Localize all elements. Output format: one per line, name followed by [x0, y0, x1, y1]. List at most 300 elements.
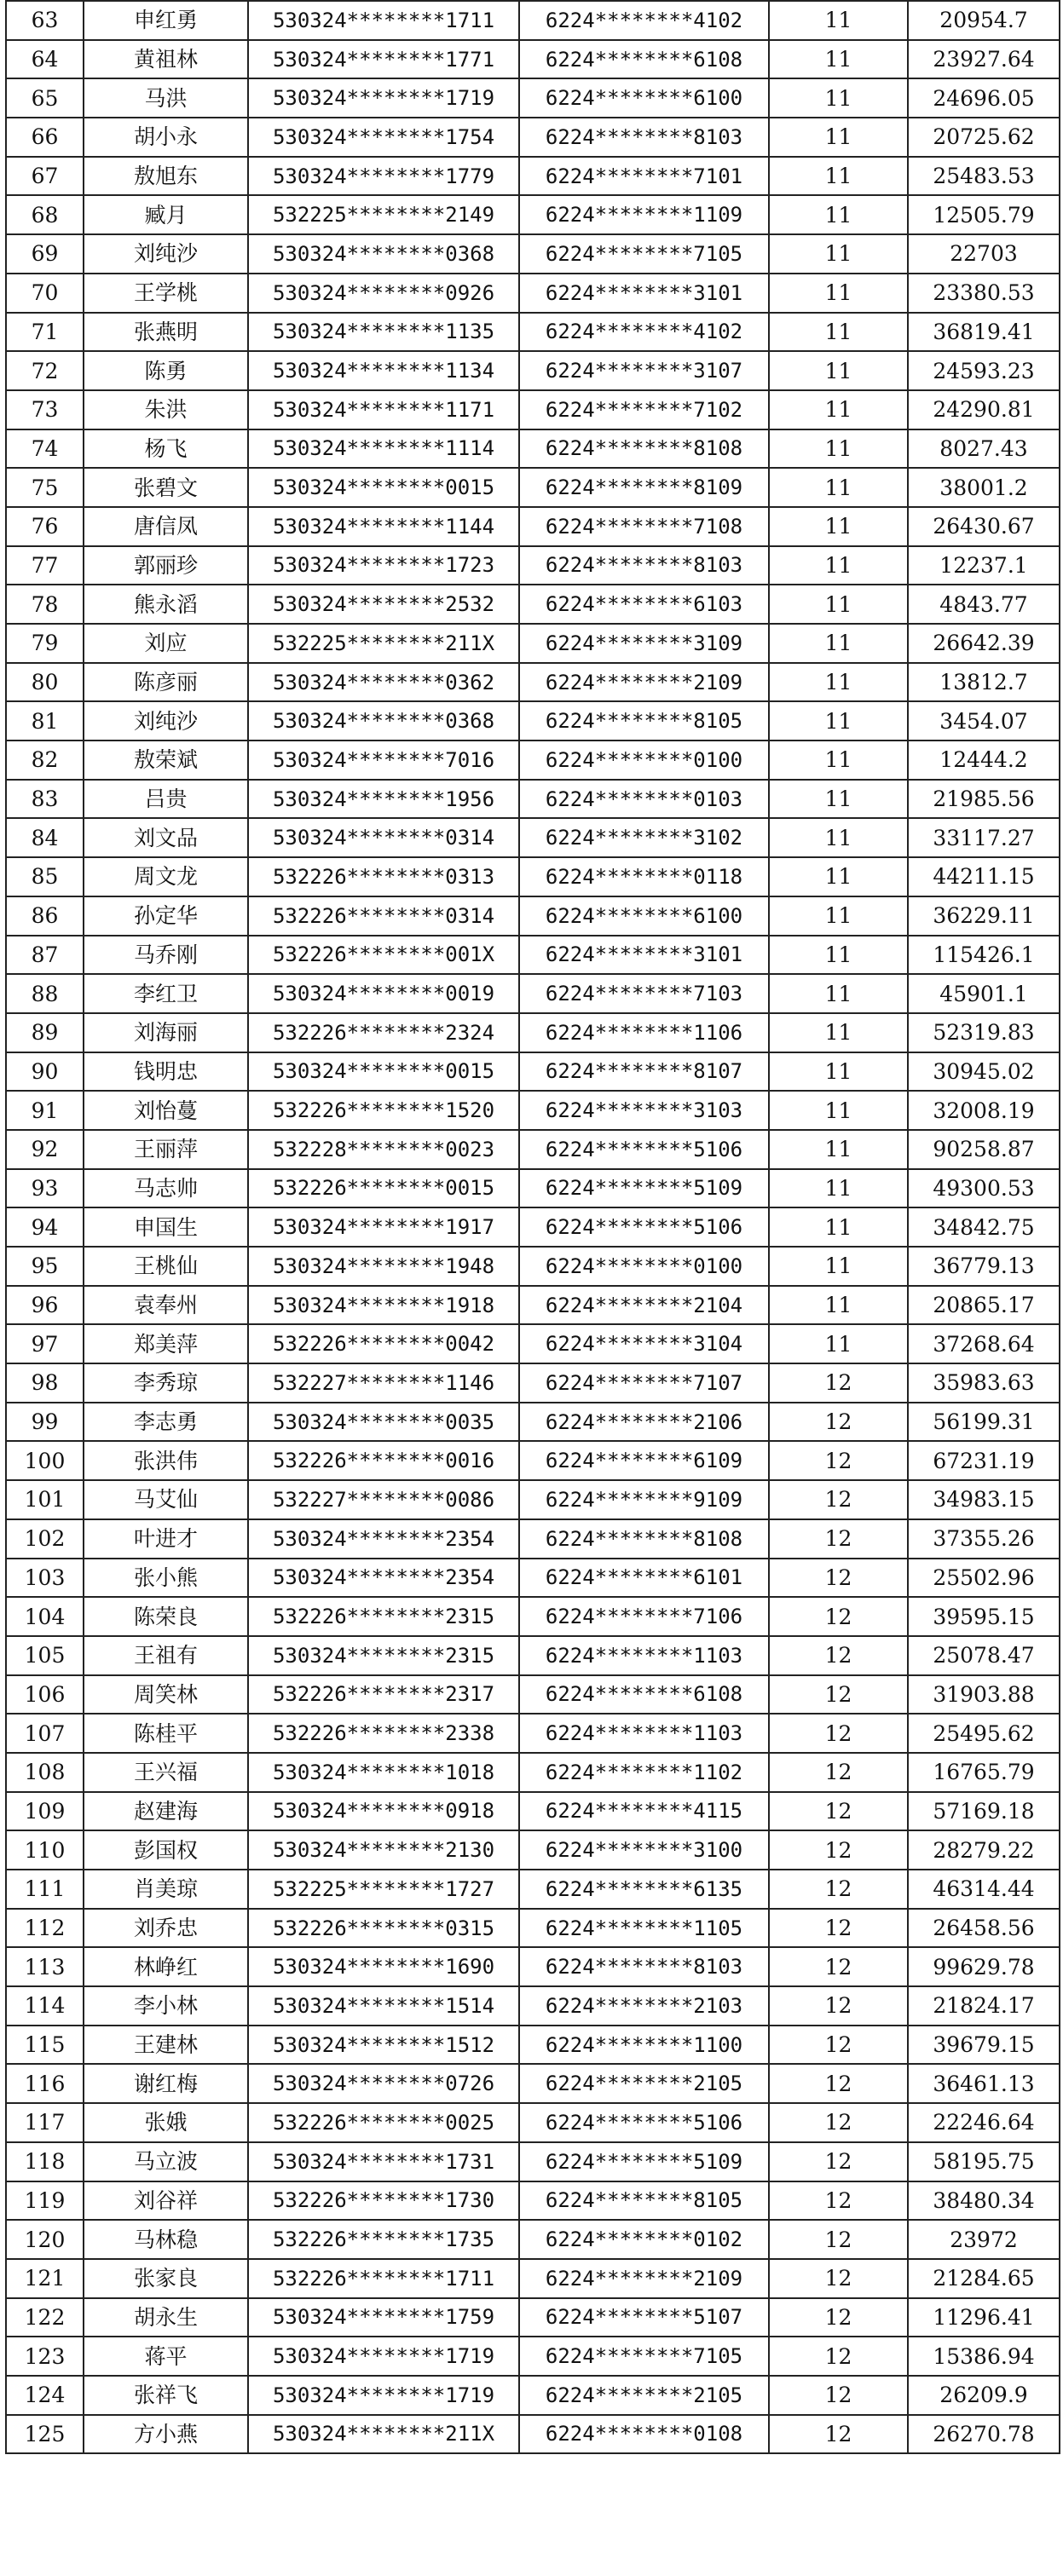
- amount-value: 21284.65: [908, 2259, 1060, 2298]
- table-row: [6, 157, 1060, 196]
- card-number: 6224********0103: [519, 780, 769, 819]
- card-number: 6224********8105: [519, 2181, 769, 2221]
- card-number: 6224********8103: [519, 546, 769, 585]
- card-number: 6224********3104: [519, 1324, 769, 1363]
- id-number: 530324********0726: [248, 2064, 519, 2103]
- amount-value: 38480.34: [908, 2181, 1060, 2221]
- person-name: 陈桂平: [84, 1714, 248, 1753]
- amount-value: 3454.07: [908, 701, 1060, 741]
- id-number: 532226********1735: [248, 2220, 519, 2259]
- id-number: 532227********1146: [248, 1363, 519, 1403]
- id-number: 530324********2315: [248, 1636, 519, 1675]
- card-number: 6224********7108: [519, 507, 769, 546]
- table-row: [6, 274, 1060, 313]
- amount-value: 37268.64: [908, 1324, 1060, 1363]
- month-value: 11: [769, 896, 908, 936]
- month-value: 11: [769, 701, 908, 741]
- row-number: 65: [6, 78, 84, 118]
- row-number: 117: [6, 2103, 84, 2142]
- amount-value: 36229.11: [908, 896, 1060, 936]
- card-number: 6224********5107: [519, 2298, 769, 2337]
- amount-value: 20865.17: [908, 1286, 1060, 1325]
- id-number: 530324********1731: [248, 2142, 519, 2181]
- table-row: [6, 507, 1060, 546]
- person-name: 王兴福: [84, 1753, 248, 1792]
- person-name: 张碧文: [84, 468, 248, 507]
- card-number: 6224********0102: [519, 2220, 769, 2259]
- month-value: 11: [769, 1130, 908, 1169]
- card-number: 6224********7107: [519, 1363, 769, 1403]
- card-number: 6224********6108: [519, 40, 769, 79]
- id-number: 530324********1754: [248, 118, 519, 157]
- amount-value: 34842.75: [908, 1207, 1060, 1247]
- person-name: 唐信凤: [84, 507, 248, 546]
- person-name: 陈勇: [84, 351, 248, 390]
- card-number: 6224********7105: [519, 234, 769, 274]
- row-number: 125: [6, 2415, 84, 2454]
- row-number: 122: [6, 2298, 84, 2337]
- month-value: 11: [769, 78, 908, 118]
- month-value: 12: [769, 1559, 908, 1598]
- row-number: 78: [6, 585, 84, 624]
- month-value: 12: [769, 2259, 908, 2298]
- amount-value: 20954.7: [908, 1, 1060, 40]
- row-number: 75: [6, 468, 84, 507]
- person-name: 刘纯沙: [84, 234, 248, 274]
- table-row: [6, 1830, 1060, 1870]
- row-number: 77: [6, 546, 84, 585]
- id-number: 530324********7016: [248, 741, 519, 780]
- person-name: 肖美琼: [84, 1870, 248, 1909]
- table-row: [6, 1559, 1060, 1598]
- card-number: 6224********8108: [519, 1519, 769, 1559]
- amount-value: 58195.75: [908, 2142, 1060, 2181]
- row-number: 81: [6, 701, 84, 741]
- card-number: 6224********2109: [519, 663, 769, 702]
- month-value: 11: [769, 313, 908, 352]
- row-number: 88: [6, 974, 84, 1013]
- card-number: 6224********1103: [519, 1636, 769, 1675]
- amount-value: 25483.53: [908, 157, 1060, 196]
- card-number: 6224********0108: [519, 2415, 769, 2454]
- month-value: 12: [769, 2064, 908, 2103]
- person-name: 陈彦丽: [84, 663, 248, 702]
- card-number: 6224********3101: [519, 274, 769, 313]
- id-number: 530324********1779: [248, 157, 519, 196]
- month-value: 12: [769, 1480, 908, 1519]
- row-number: 87: [6, 936, 84, 975]
- row-number: 70: [6, 274, 84, 313]
- card-number: 6224********2105: [519, 2064, 769, 2103]
- card-number: 6224********3102: [519, 818, 769, 857]
- table-row: [6, 1519, 1060, 1559]
- amount-value: 26430.67: [908, 507, 1060, 546]
- card-number: 6224********6108: [519, 1675, 769, 1714]
- amount-value: 23380.53: [908, 274, 1060, 313]
- person-name: 马林稳: [84, 2220, 248, 2259]
- id-number: 532226********001X: [248, 936, 519, 975]
- amount-value: 25078.47: [908, 1636, 1060, 1675]
- amount-value: 31903.88: [908, 1675, 1060, 1714]
- row-number: 86: [6, 896, 84, 936]
- person-name: 李红卫: [84, 974, 248, 1013]
- table-row: [6, 974, 1060, 1013]
- amount-value: 12505.79: [908, 195, 1060, 234]
- table-row: [6, 2337, 1060, 2376]
- row-number: 79: [6, 624, 84, 663]
- month-value: 12: [769, 2337, 908, 2376]
- amount-value: 21824.17: [908, 1986, 1060, 2026]
- table-row: [6, 2142, 1060, 2181]
- row-number: 66: [6, 118, 84, 157]
- person-name: 臧月: [84, 195, 248, 234]
- month-value: 11: [769, 507, 908, 546]
- person-name: 胡永生: [84, 2298, 248, 2337]
- month-value: 11: [769, 157, 908, 196]
- id-number: 530324********1719: [248, 2376, 519, 2415]
- id-number: 530324********0368: [248, 234, 519, 274]
- person-name: 郑美萍: [84, 1324, 248, 1363]
- card-number: 6224********2106: [519, 1403, 769, 1442]
- table-row: [6, 195, 1060, 234]
- person-name: 袁奉州: [84, 1286, 248, 1325]
- person-name: 李小林: [84, 1986, 248, 2026]
- month-value: 11: [769, 429, 908, 469]
- person-name: 张家良: [84, 2259, 248, 2298]
- person-name: 谢红梅: [84, 2064, 248, 2103]
- person-name: 陈荣良: [84, 1597, 248, 1636]
- person-name: 周文龙: [84, 857, 248, 896]
- row-number: 64: [6, 40, 84, 79]
- amount-value: 26458.56: [908, 1909, 1060, 1948]
- id-number: 530324********1948: [248, 1247, 519, 1286]
- month-value: 12: [769, 2298, 908, 2337]
- month-value: 11: [769, 663, 908, 702]
- card-number: 6224********4115: [519, 1792, 769, 1831]
- person-name: 蒋平: [84, 2337, 248, 2376]
- month-value: 12: [769, 1403, 908, 1442]
- table-row: [6, 1052, 1060, 1092]
- amount-value: 15386.94: [908, 2337, 1060, 2376]
- amount-value: 39595.15: [908, 1597, 1060, 1636]
- amount-value: 24593.23: [908, 351, 1060, 390]
- id-number: 530324********1512: [248, 2026, 519, 2065]
- amount-value: 23972: [908, 2220, 1060, 2259]
- amount-value: 24696.05: [908, 78, 1060, 118]
- amount-value: 24290.81: [908, 390, 1060, 429]
- id-number: 532225********1727: [248, 1870, 519, 1909]
- row-number: 102: [6, 1519, 84, 1559]
- person-name: 刘乔忠: [84, 1909, 248, 1948]
- person-name: 刘文品: [84, 818, 248, 857]
- amount-value: 20725.62: [908, 118, 1060, 157]
- row-number: 112: [6, 1909, 84, 1948]
- amount-value: 16765.79: [908, 1753, 1060, 1792]
- card-number: 6224********8105: [519, 701, 769, 741]
- id-number: 532226********1520: [248, 1091, 519, 1130]
- table-row: [6, 1753, 1060, 1792]
- row-number: 104: [6, 1597, 84, 1636]
- table-row: [6, 2376, 1060, 2415]
- table-row: [6, 936, 1060, 975]
- card-number: 6224********1100: [519, 2026, 769, 2065]
- person-name: 马乔刚: [84, 936, 248, 975]
- amount-value: 35983.63: [908, 1363, 1060, 1403]
- id-number: 530324********0362: [248, 663, 519, 702]
- row-number: 121: [6, 2259, 84, 2298]
- month-value: 11: [769, 1, 908, 40]
- month-value: 11: [769, 1169, 908, 1208]
- id-number: 532226********2317: [248, 1675, 519, 1714]
- table-row: [6, 701, 1060, 741]
- month-value: 12: [769, 1986, 908, 2026]
- table-row: [6, 78, 1060, 118]
- id-number: 530324********0314: [248, 818, 519, 857]
- table-row: [6, 1947, 1060, 1986]
- table-row: [6, 1986, 1060, 2026]
- month-value: 11: [769, 857, 908, 896]
- person-name: 方小燕: [84, 2415, 248, 2454]
- table-row: [6, 118, 1060, 157]
- id-number: 530324********1917: [248, 1207, 519, 1247]
- payment-table: [5, 0, 1060, 2454]
- card-number: 6224********5106: [519, 2103, 769, 2142]
- row-number: 95: [6, 1247, 84, 1286]
- row-number: 108: [6, 1753, 84, 1792]
- id-number: 532225********2149: [248, 195, 519, 234]
- person-name: 吕贵: [84, 780, 248, 819]
- person-name: 杨飞: [84, 429, 248, 469]
- amount-value: 36819.41: [908, 313, 1060, 352]
- month-value: 11: [769, 741, 908, 780]
- person-name: 刘应: [84, 624, 248, 663]
- amount-value: 12237.1: [908, 546, 1060, 585]
- month-value: 11: [769, 1091, 908, 1130]
- card-number: 6224********1109: [519, 195, 769, 234]
- person-name: 朱洪: [84, 390, 248, 429]
- month-value: 11: [769, 195, 908, 234]
- id-number: 530324********1956: [248, 780, 519, 819]
- card-number: 6224********7105: [519, 2337, 769, 2376]
- card-number: 6224********6135: [519, 1870, 769, 1909]
- id-number: 530324********1759: [248, 2298, 519, 2337]
- person-name: 申红勇: [84, 1, 248, 40]
- month-value: 12: [769, 2220, 908, 2259]
- month-value: 11: [769, 1324, 908, 1363]
- month-value: 11: [769, 974, 908, 1013]
- amount-value: 49300.53: [908, 1169, 1060, 1208]
- card-number: 6224********3109: [519, 624, 769, 663]
- month-value: 12: [769, 1363, 908, 1403]
- row-number: 123: [6, 2337, 84, 2376]
- month-value: 12: [769, 1636, 908, 1675]
- table-row: [6, 857, 1060, 896]
- id-number: 532226********0025: [248, 2103, 519, 2142]
- amount-value: 13812.7: [908, 663, 1060, 702]
- person-name: 钱明忠: [84, 1052, 248, 1092]
- table-row: [6, 624, 1060, 663]
- month-value: 12: [769, 2026, 908, 2065]
- table-row: [6, 896, 1060, 936]
- table-row: [6, 1597, 1060, 1636]
- row-number: 124: [6, 2376, 84, 2415]
- id-number: 530324********1771: [248, 40, 519, 79]
- row-number: 96: [6, 1286, 84, 1325]
- row-number: 83: [6, 780, 84, 819]
- row-number: 67: [6, 157, 84, 196]
- id-number: 530324********1134: [248, 351, 519, 390]
- month-value: 11: [769, 936, 908, 975]
- table-row: [6, 1636, 1060, 1675]
- row-number: 106: [6, 1675, 84, 1714]
- month-value: 12: [769, 1714, 908, 1753]
- row-number: 110: [6, 1830, 84, 1870]
- person-name: 王学桃: [84, 274, 248, 313]
- row-number: 116: [6, 2064, 84, 2103]
- card-number: 6224********1103: [519, 1714, 769, 1753]
- month-value: 11: [769, 818, 908, 857]
- id-number: 530324********1135: [248, 313, 519, 352]
- row-number: 74: [6, 429, 84, 469]
- card-number: 6224********3107: [519, 351, 769, 390]
- person-name: 郭丽珍: [84, 546, 248, 585]
- month-value: 11: [769, 1207, 908, 1247]
- row-number: 120: [6, 2220, 84, 2259]
- amount-value: 23927.64: [908, 40, 1060, 79]
- card-number: 6224********9109: [519, 1480, 769, 1519]
- person-name: 王丽萍: [84, 1130, 248, 1169]
- row-number: 92: [6, 1130, 84, 1169]
- card-number: 6224********1102: [519, 1753, 769, 1792]
- row-number: 114: [6, 1986, 84, 2026]
- table-row: [6, 1675, 1060, 1714]
- id-number: 532226********0313: [248, 857, 519, 896]
- person-name: 刘谷祥: [84, 2181, 248, 2221]
- table-row: [6, 2064, 1060, 2103]
- amount-value: 25502.96: [908, 1559, 1060, 1598]
- amount-value: 44211.15: [908, 857, 1060, 896]
- id-number: 530324********1144: [248, 507, 519, 546]
- month-value: 12: [769, 2103, 908, 2142]
- table-row: [6, 1792, 1060, 1831]
- id-number: 532226********0314: [248, 896, 519, 936]
- row-number: 109: [6, 1792, 84, 1831]
- card-number: 6224********8109: [519, 468, 769, 507]
- id-number: 532226********0016: [248, 1441, 519, 1480]
- table-row: [6, 1363, 1060, 1403]
- table-row: [6, 2259, 1060, 2298]
- card-number: 6224********8103: [519, 118, 769, 157]
- row-number: 94: [6, 1207, 84, 1247]
- card-number: 6224********5106: [519, 1130, 769, 1169]
- amount-value: 34983.15: [908, 1480, 1060, 1519]
- month-value: 11: [769, 118, 908, 157]
- month-value: 11: [769, 585, 908, 624]
- month-value: 11: [769, 546, 908, 585]
- row-number: 118: [6, 2142, 84, 2181]
- id-number: 530324********1114: [248, 429, 519, 469]
- amount-value: 67231.19: [908, 1441, 1060, 1480]
- id-number: 530324********1690: [248, 1947, 519, 1986]
- card-number: 6224********8107: [519, 1052, 769, 1092]
- row-number: 98: [6, 1363, 84, 1403]
- row-number: 68: [6, 195, 84, 234]
- month-value: 11: [769, 1013, 908, 1052]
- row-number: 80: [6, 663, 84, 702]
- amount-value: 39679.15: [908, 2026, 1060, 2065]
- id-number: 530324********0015: [248, 1052, 519, 1092]
- id-number: 530324********1719: [248, 2337, 519, 2376]
- table-row: [6, 1480, 1060, 1519]
- person-name: 申国生: [84, 1207, 248, 1247]
- amount-value: 36779.13: [908, 1247, 1060, 1286]
- card-number: 6224********8103: [519, 1947, 769, 1986]
- amount-value: 56199.31: [908, 1403, 1060, 1442]
- row-number: 84: [6, 818, 84, 857]
- person-name: 马洪: [84, 78, 248, 118]
- row-number: 119: [6, 2181, 84, 2221]
- month-value: 12: [769, 2376, 908, 2415]
- table-row: [6, 1403, 1060, 1442]
- card-number: 6224********7106: [519, 1597, 769, 1636]
- amount-value: 52319.83: [908, 1013, 1060, 1052]
- table-row: [6, 546, 1060, 585]
- id-number: 532226********1711: [248, 2259, 519, 2298]
- person-name: 李秀琼: [84, 1363, 248, 1403]
- month-value: 11: [769, 468, 908, 507]
- person-name: 张小熊: [84, 1559, 248, 1598]
- month-value: 11: [769, 274, 908, 313]
- row-number: 101: [6, 1480, 84, 1519]
- row-number: 89: [6, 1013, 84, 1052]
- row-number: 103: [6, 1559, 84, 1598]
- person-name: 黄祖林: [84, 40, 248, 79]
- table-row: [6, 1441, 1060, 1480]
- person-name: 张洪伟: [84, 1441, 248, 1480]
- person-name: 张娥: [84, 2103, 248, 2142]
- card-number: 6224********2104: [519, 1286, 769, 1325]
- person-name: 彭国权: [84, 1830, 248, 1870]
- amount-value: 90258.87: [908, 1130, 1060, 1169]
- month-value: 12: [769, 1675, 908, 1714]
- card-number: 6224********5106: [519, 1207, 769, 1247]
- table-row: [6, 2415, 1060, 2454]
- amount-value: 33117.27: [908, 818, 1060, 857]
- row-number: 99: [6, 1403, 84, 1442]
- amount-value: 37355.26: [908, 1519, 1060, 1559]
- table-row: [6, 468, 1060, 507]
- card-number: 6224********0100: [519, 741, 769, 780]
- table-row: [6, 351, 1060, 390]
- month-value: 11: [769, 780, 908, 819]
- row-number: 107: [6, 1714, 84, 1753]
- table-row: [6, 1714, 1060, 1753]
- card-number: 6224********1105: [519, 1909, 769, 1948]
- id-number: 532226********2315: [248, 1597, 519, 1636]
- amount-value: 25495.62: [908, 1714, 1060, 1753]
- amount-value: 45901.1: [908, 974, 1060, 1013]
- card-number: 6224********7103: [519, 974, 769, 1013]
- table-row: [6, 1207, 1060, 1247]
- person-name: 马艾仙: [84, 1480, 248, 1519]
- row-number: 85: [6, 857, 84, 896]
- person-name: 熊永滔: [84, 585, 248, 624]
- row-number: 111: [6, 1870, 84, 1909]
- month-value: 12: [769, 1597, 908, 1636]
- id-number: 532226********1730: [248, 2181, 519, 2221]
- table-row: [6, 1247, 1060, 1286]
- amount-value: 115426.1: [908, 936, 1060, 975]
